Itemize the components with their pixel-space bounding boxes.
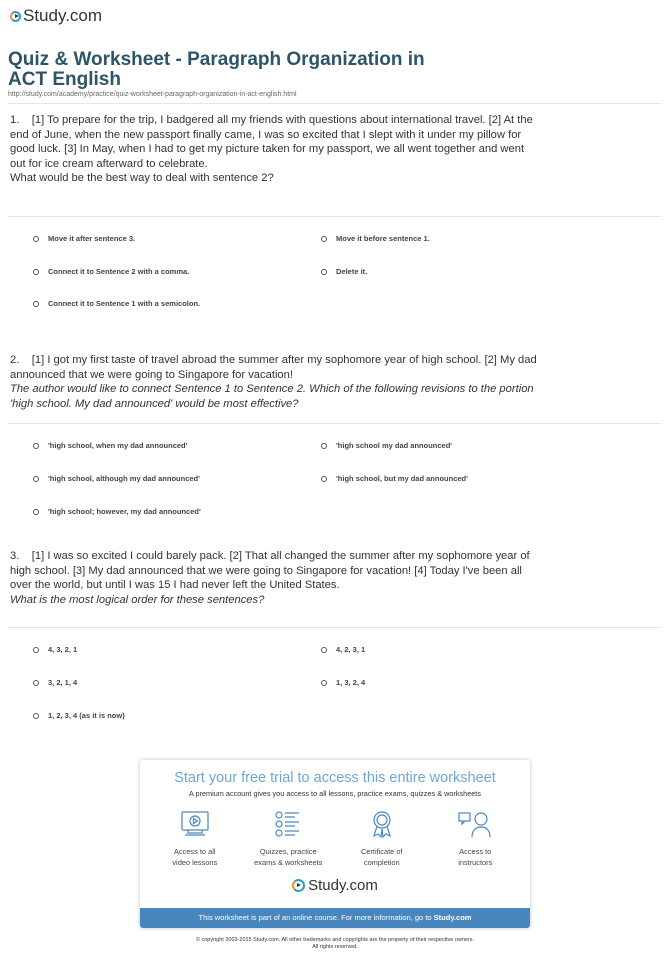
answer-option[interactable] (33, 299, 200, 308)
feature-certificate (339, 810, 424, 868)
option-label: 'high school; however, my dad announced' (48, 507, 201, 516)
answer-option[interactable] (33, 234, 135, 243)
feature-label: instructors (458, 858, 493, 867)
answer-option[interactable] (33, 678, 77, 687)
promo-subheading: A premium account gives you access to all lessons, practice exams, quizzes & worksheets (188, 789, 481, 798)
answer-option[interactable] (33, 645, 77, 654)
question-prompt: The author would like to connect Sentence 1 to Sentence 2. Which of the following revisions to the portion 'high school. My dad announced' would be most effective? (10, 383, 534, 410)
answer-option[interactable] (321, 234, 430, 243)
option-label: Move it after sentence 3. (48, 234, 136, 243)
page-url[interactable]: http://study.com/academy/practice/quiz-worksheet-paragraph-organization-in-act-english.html (8, 91, 297, 98)
option-label: 1, 3, 2, 4 (336, 678, 366, 687)
video-lesson-icon (180, 810, 210, 838)
feature-video (152, 810, 237, 868)
answer-option[interactable] (321, 678, 365, 687)
divider (8, 627, 662, 628)
study-logo[interactable] (10, 6, 102, 26)
option-label: 4, 3, 2, 1 (48, 645, 78, 654)
answer-option[interactable] (321, 441, 452, 450)
feature-quizzes (246, 810, 331, 868)
feature-label: completion (363, 858, 400, 867)
promo-logo (140, 877, 530, 894)
page-title: Quiz & Worksheet - Paragraph Organization in ACT English (8, 49, 425, 90)
answer-option[interactable] (33, 267, 189, 276)
radio-button[interactable] (33, 301, 39, 307)
feature-label: Access to (459, 847, 492, 856)
radio-button[interactable] (321, 236, 327, 242)
question-number: 1. (10, 114, 20, 126)
promo-heading[interactable]: Start your free trial to access this entire worksheet (174, 770, 496, 786)
radio-button[interactable] (33, 443, 39, 449)
radio-button[interactable] (33, 713, 39, 719)
question-prompt: What would be the best way to deal with sentence 2? (10, 172, 274, 184)
radio-button[interactable] (33, 509, 39, 515)
answer-option[interactable] (33, 441, 187, 450)
feature-label: Access to all (174, 847, 216, 856)
radio-button[interactable] (321, 476, 327, 482)
option-label: 'high school my dad announced' (336, 441, 453, 450)
radio-button[interactable] (33, 680, 39, 686)
radio-button[interactable] (33, 476, 39, 482)
feature-label: video lessons (172, 858, 218, 867)
answer-option[interactable] (321, 267, 367, 276)
radio-button[interactable] (33, 647, 39, 653)
feature-label: Quizzes, practice (259, 847, 317, 856)
radio-button[interactable] (33, 236, 39, 242)
divider (8, 216, 662, 217)
play-logo-icon (10, 11, 21, 22)
instructor-icon (458, 810, 492, 838)
option-label: Move it before sentence 1. (336, 234, 430, 243)
option-label: 'high school, when my dad announced' (48, 441, 188, 450)
radio-button[interactable] (321, 269, 327, 275)
option-label: Connect it to Sentence 1 with a semicolon. (48, 299, 201, 308)
logo-text: Study.com (23, 6, 103, 25)
quiz-list-icon (273, 810, 303, 838)
feature-label: Certificate of (361, 847, 403, 856)
question-text: [1] To prepare for the trip, I badgered all my friends with questions about international travel. [2] At the end of June, when the new passport finally came, I was so excited that I slept with it under my pillow for good luck. [3] In May, when I had to get my picture taken for my passport, we all went together and went out for ice cream afterward to celebrate. (10, 114, 533, 170)
option-label: 'high school, but my dad announced' (336, 474, 468, 483)
option-label: 1, 2, 3, 4 (as it is now) (48, 711, 125, 720)
question-2 (10, 353, 540, 411)
copyright: © copyright 2003-2015 Study.com. All other trademarks and copyrights are the property of their respective owners. (195, 937, 475, 943)
divider (8, 103, 662, 104)
answer-option[interactable] (33, 711, 125, 720)
banner-text: This worksheet is part of an online course. For more information, go to (198, 913, 434, 922)
radio-button[interactable] (321, 647, 327, 653)
option-label: Delete it. (336, 267, 368, 276)
answer-option[interactable] (321, 645, 365, 654)
question-number: 3. (10, 550, 20, 562)
answer-option[interactable] (321, 474, 468, 483)
question-number: 2. (10, 354, 20, 366)
answer-option[interactable] (33, 507, 201, 516)
option-label: Connect it to Sentence 2 with a comma. (48, 267, 190, 276)
feature-instructors (433, 810, 518, 868)
question-text: [1] I got my first taste of travel abroad the summer after my sophomore year of high school. [2] My dad announced that we were going to Singapore for vacation! (10, 354, 537, 381)
answer-option[interactable] (33, 474, 200, 483)
promo-logo-text: Study.com (308, 877, 378, 894)
course-banner[interactable] (140, 908, 530, 928)
radio-button[interactable] (321, 680, 327, 686)
footer (0, 937, 670, 951)
question-prompt: What is the most logical order for these sentences? (10, 593, 265, 606)
radio-button[interactable] (33, 269, 39, 275)
option-label: 3, 2, 1, 4 (48, 678, 78, 687)
option-label: 4, 2, 3, 1 (336, 645, 366, 654)
promo-card (140, 760, 530, 928)
radio-button[interactable] (321, 443, 327, 449)
question-text: [1] I was so excited I could barely pack. [2] That all changed the summer after my sophomore year of high school. [3] My dad announced that we were going to Singapore for vacation! [4] Today I've been all over the world, but until I was 15 I had never left the United States. (10, 550, 530, 591)
certificate-icon (367, 810, 397, 838)
question-1 (10, 113, 540, 186)
rights-reserved: All rights reserved. (312, 944, 358, 950)
feature-label: exams & worksheets (254, 858, 323, 867)
banner-link[interactable]: Study.com (433, 913, 472, 922)
play-logo-icon (292, 879, 305, 892)
divider (8, 423, 662, 424)
option-label: 'high school, although my dad announced' (48, 474, 200, 483)
question-3 (10, 549, 540, 607)
